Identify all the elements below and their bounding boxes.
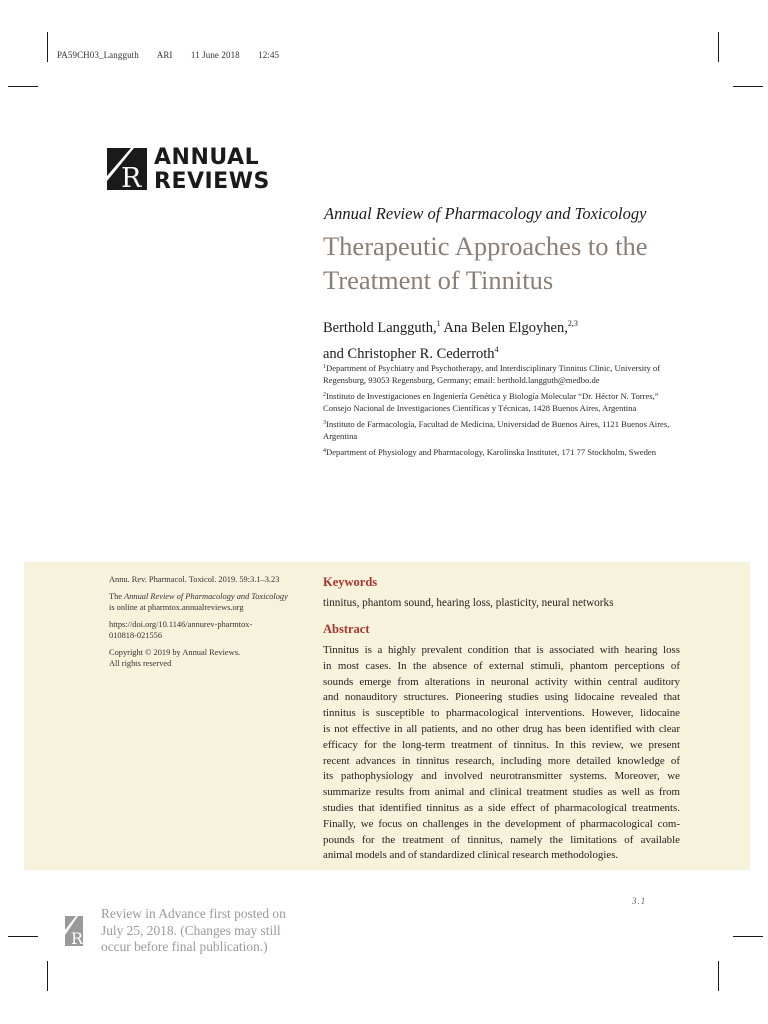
annual-reviews-ar-mark-icon — [107, 148, 147, 190]
abstract-line: Tinnitus is a highly prevalent condition that is associated with hearing loss — [323, 644, 680, 656]
notice-line: Review in Advance first posted on — [101, 906, 286, 921]
affiliation-text: Department of Physiology and Pharmacology, Karolinska Institutet, 171 77 Stockholm, Sweden — [326, 447, 657, 457]
abstract-line: Finally, we focus on challenges in the development of pharmacological com- — [323, 817, 680, 830]
abstract-line: efficacy for the long-term treatment of tinnitus. In this review, we present — [323, 738, 680, 751]
affiliation-number: 3 — [323, 420, 326, 426]
crop-mark — [47, 961, 48, 991]
crop-mark — [47, 32, 48, 62]
affiliation-text: Department of Psychiatry and Psychotherapy, and Interdisciplinary Tinnitus Clinic, University of Regensburg, 93053 Regensburg, Germany; email: berthold.langguth@medbo.de — [323, 363, 661, 385]
slug-publisher: ARI — [156, 50, 173, 60]
online-journal: Annual Review of Pharmacology and Toxicology — [124, 592, 288, 601]
title-line: Therapeutic Approaches to the — [323, 231, 648, 261]
logo-wordmark — [154, 146, 334, 194]
logo-line-annual: ANNUAL — [154, 145, 260, 170]
abstract-line: sounds emerge from alterations in neuronal activity within central auditory — [323, 675, 680, 688]
print-slug — [57, 50, 295, 60]
abstract-line: pounds for the treatment of tinnitus, namely the limitations of available — [323, 833, 680, 846]
svg-text:R: R — [121, 163, 142, 190]
abstract-line: in most cases. In the absence of external stimuli, phantom perceptions of — [323, 659, 680, 672]
author-list — [323, 313, 723, 365]
svg-text:R: R — [71, 929, 83, 946]
author-name: Berthold Langguth, — [323, 320, 437, 336]
affiliations — [323, 361, 685, 461]
abstract-line: its pathophysiology and involved neurotransmitter systems. Moreover, we — [323, 770, 680, 783]
author-affil-ref: 2,3 — [567, 319, 578, 328]
article-title — [323, 229, 723, 297]
slug-time: 12:45 — [258, 50, 280, 60]
abstract-line: animal models and of standardized clinical research methodologies. — [323, 849, 619, 862]
affiliation-text: Instituto de Investigaciones en Ingeniería Genética y Biología Molecular “Dr. Héctor N. Torres,” Consejo Nacional de Investigaciones Científicas y Técnicas, 1428 Buenos Aires, Argentina — [323, 391, 659, 413]
author-name: and Christopher R. Cederroth — [323, 346, 495, 362]
annual-reviews-small-mark-icon — [65, 916, 83, 946]
affiliation-number: 4 — [323, 448, 326, 454]
logo-line-reviews: REVIEWS — [154, 169, 270, 194]
abstract-line: and nonauditory structures. Pioneering studies using lidocaine revealed that — [323, 691, 680, 704]
slug-code: PA59CH03_Langguth — [57, 50, 139, 60]
crop-mark — [733, 936, 763, 937]
slug-date: 11 June 2018 — [190, 50, 240, 60]
doi-part: 010818-021556 — [109, 631, 163, 640]
author-line — [323, 313, 723, 339]
keywords-list: tinnitus, phantom sound, hearing loss, plasticity, neural networks — [323, 597, 614, 609]
author-name: Ana Belen Elgoyhen, — [440, 320, 568, 336]
affiliation-number: 2 — [323, 392, 326, 398]
page-number: 3.1 — [632, 896, 647, 906]
affiliation — [323, 389, 685, 414]
abstract-line: studies that identified tinnitus as a side effect of pharmacological treatments. — [323, 801, 680, 814]
affiliation — [323, 417, 685, 442]
abstract-line: tinnitus is susceptible to pharmacological interventions. However, lidocaine — [323, 707, 680, 720]
affiliation-number: 1 — [323, 364, 326, 370]
notice-line: July 25, 2018. (Changes may still — [101, 922, 281, 938]
doi-part: https://doi.org/10.1146/annurev-pharmtox- — [109, 620, 253, 629]
author-affil-ref: 1 — [436, 319, 441, 328]
crop-mark — [8, 86, 38, 87]
online-prefix: The — [109, 592, 125, 601]
crop-mark — [8, 936, 38, 937]
notice-line: occur before final publication.) — [101, 939, 268, 954]
author-affil-ref: 4 — [494, 345, 499, 354]
abstract-line: is not effective in all patients, and no other drug has been identified with clear — [323, 722, 680, 735]
online-notice — [109, 591, 294, 613]
abstract-body — [323, 643, 680, 864]
review-in-advance-notice — [101, 906, 311, 956]
keywords-heading: Keywords — [323, 575, 378, 589]
title-line: Treatment of Tinnitus — [323, 265, 554, 295]
affiliation — [323, 361, 685, 386]
crop-mark — [733, 86, 763, 87]
journal-name: Annual Review of Pharmacology and Toxicology — [324, 204, 647, 223]
doi-link[interactable] — [109, 619, 294, 641]
affiliation — [323, 445, 685, 458]
article-metadata — [109, 574, 294, 675]
crop-mark — [718, 32, 719, 62]
copyright-text: Copyright © 2019 by Annual Reviews. — [109, 648, 241, 657]
citation: Annu. Rev. Pharmacol. Toxicol. 2019. 59:3.1–3.23 — [109, 575, 280, 584]
crop-mark — [718, 961, 719, 991]
abstract-line: summarize results from animal and clinical treatment studies as well as from — [323, 786, 680, 799]
affiliation-text: Instituto de Farmacología, Facultad de Medicina, Universidad de Buenos Aires, 1121 Buenos Aires, Argentina — [323, 419, 670, 441]
abstract-heading: Abstract — [323, 622, 370, 636]
online-url-text: is online at pharmtox.annualreviews.org — [109, 603, 244, 612]
rights-text: All rights reserved — [109, 659, 172, 668]
copyright — [109, 647, 294, 669]
abstract-line: recent advances in tinnitus research, including more detailed knowledge of — [323, 754, 680, 767]
